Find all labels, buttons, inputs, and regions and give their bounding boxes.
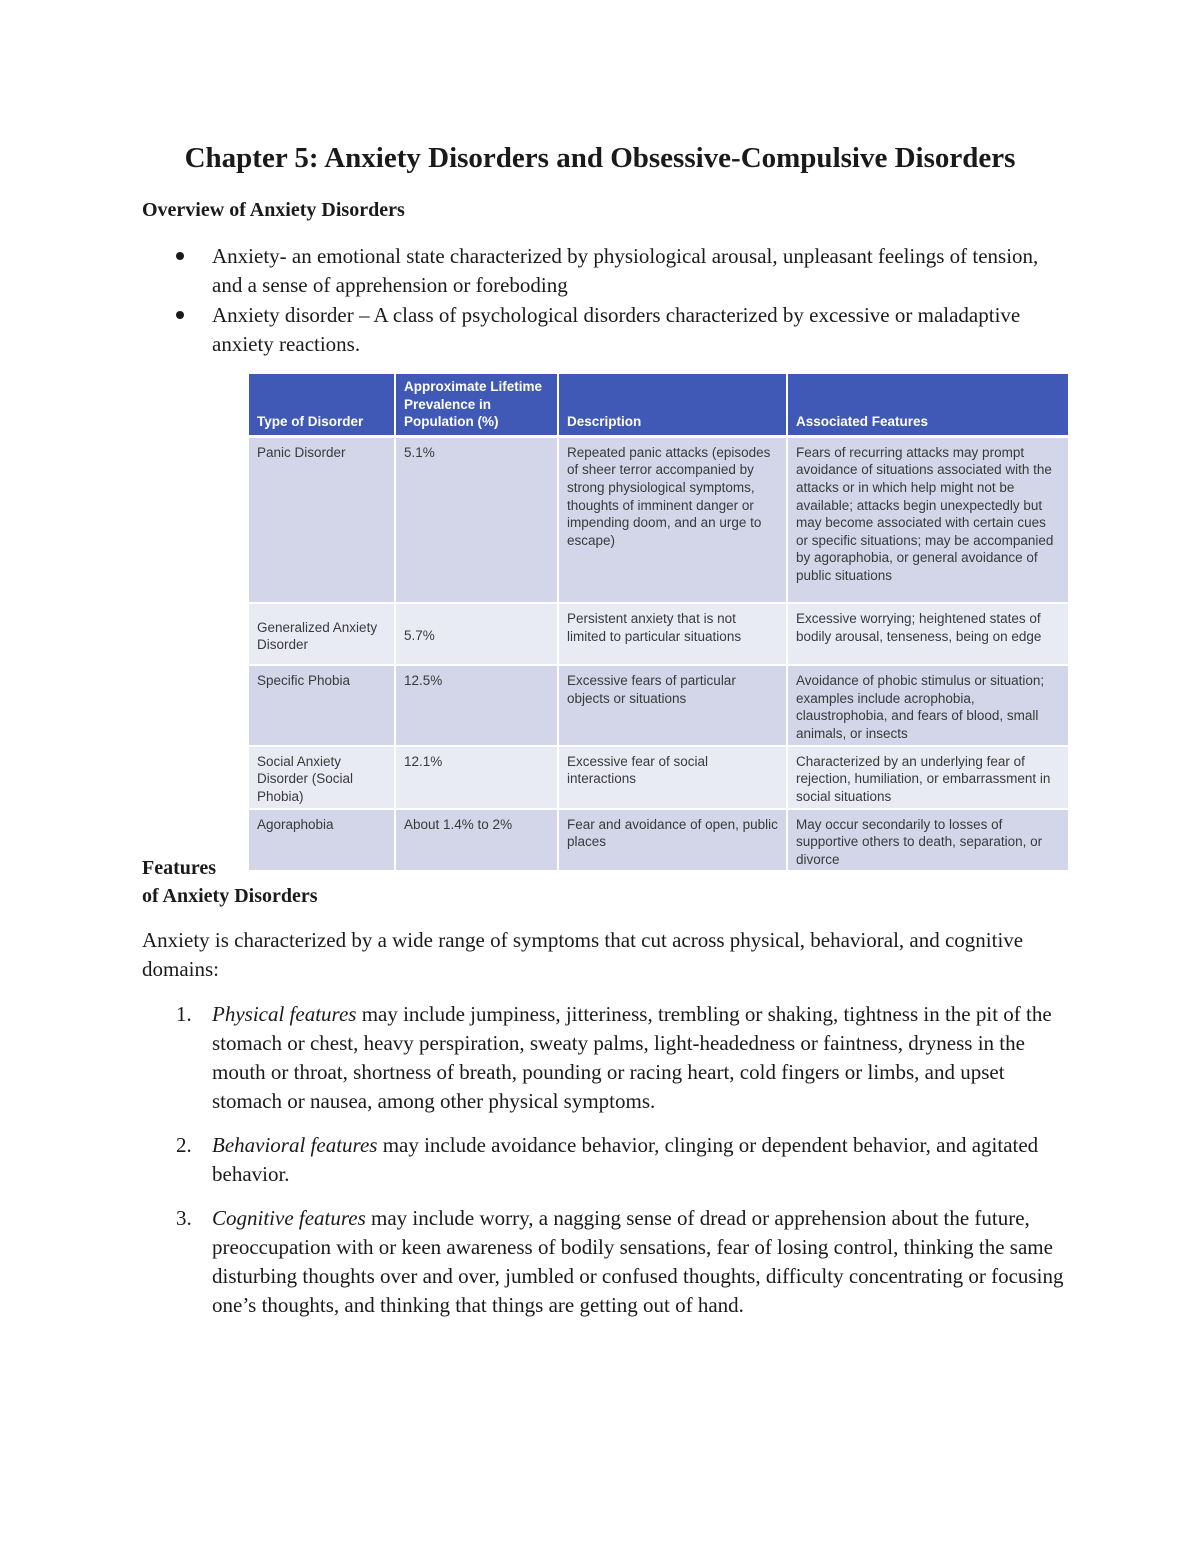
features-heading-line1: Features [142,857,217,879]
features-list [142,1000,1072,1335]
table-row [249,746,1068,809]
list-number: 3. [176,1206,192,1230]
header-type: Type of Disorder [249,374,395,436]
cell-prevalence: 5.1% [395,436,558,603]
table-row [249,603,1068,665]
cell-features: Fears of recurring attacks may prompt avoidance of situations associated with the attacks or in which help might not be available; attacks begin unexpectedly but may become associated with certain cues or specific situations; may be accompanied by agoraphobia, or general avoidance of public situations [787,436,1068,603]
header-features: Associated Features [787,374,1068,436]
cell-features: Excessive worrying; heightened states of bodily arousal, tenseness, being on edge [787,603,1068,665]
list-item [142,1204,1072,1320]
cell-prevalence: 12.1% [395,746,558,809]
cell-type: Generalized Anxiety Disorder [249,603,395,665]
cell-description: Excessive fear of social interactions [558,746,787,809]
cell-type: Panic Disorder [249,436,395,603]
cell-features: Characterized by an underlying fear of rejection, humiliation, or embarrassment in social situations [787,746,1068,809]
cell-prevalence: About 1.4% to 2% [395,809,558,872]
features-heading-line2: of Anxiety Disorders [142,885,318,907]
feature-text: may include avoidance behavior, clinging or dependent behavior, and agitated behavior. [212,1133,1039,1186]
table-header-row [249,374,1068,436]
cell-prevalence: 5.7% [395,603,558,665]
header-prevalence: Approximate Lifetime Prevalence in Population (%) [395,374,558,436]
features-heading [142,854,318,910]
feature-term: Cognitive features [212,1206,366,1230]
list-item [142,1131,1072,1189]
definition-list [142,242,1067,360]
cell-description: Repeated panic attacks (episodes of sheer terror accompanied by strong physiological symptoms, thoughts of imminent danger or impending doom, and an urge to escape) [558,436,787,603]
cell-features: May occur secondarily to losses of supportive others to death, separation, or divorce [787,809,1068,872]
table-row [249,809,1068,872]
feature-text: may include jumpiness, jitteriness, trembling or shaking, tightness in the pit of the stomach or chest, heavy perspiration, sweaty palms, light-headedness or faintness, dryness in the mouth or throat, shortness of breath, pounding or racing heart, cold fingers or limbs, and upset stomach or nausea, among other physical symptoms. [212,1002,1052,1113]
cell-prevalence: 12.5% [395,665,558,745]
intro-paragraph: Anxiety is characterized by a wide range of symptoms that cut across physical, behavioral, and cognitive domains: [142,928,1024,981]
overview-heading: Overview of Anxiety Disorders [142,199,405,221]
list-item [142,1000,1072,1116]
definition-item: Anxiety- an emotional state characterized by physiological arousal, unpleasant feelings of tension, and a sense of apprehension or foreboding [142,242,1067,300]
feature-text: may include worry, a nagging sense of dread or apprehension about the future, preoccupation with or keen awareness of bodily sensations, fear of losing control, thinking the same disturbing thoughts over and over, jumbled or confused thoughts, difficulty concentrating or focusing one’s thoughts, and thinking that things are getting out of hand. [212,1206,1064,1317]
cell-description: Persistent anxiety that is not limited to particular situations [558,603,787,665]
list-number: 1. [176,1002,192,1026]
feature-term: Behavioral features [212,1133,378,1157]
feature-term: Physical features [212,1002,357,1026]
cell-type: Social Anxiety Disorder (Social Phobia) [249,746,395,809]
cell-description: Fear and avoidance of open, public places [558,809,787,872]
table-row [249,665,1068,745]
page-title: Chapter 5: Anxiety Disorders and Obsessive-Compulsive Disorders [184,142,1016,174]
cell-type: Agoraphobia [249,809,395,872]
cell-features: Avoidance of phobic stimulus or situation; examples include acrophobia, claustrophobia, and fears of blood, small animals, or insects [787,665,1068,745]
list-number: 2. [176,1133,192,1157]
table-row [249,436,1068,603]
header-description: Description [558,374,787,436]
definition-item: Anxiety disorder – A class of psychological disorders characterized by excessive or maladaptive anxiety reactions. [142,301,1067,359]
cell-type: Specific Phobia [249,665,395,745]
cell-description: Excessive fears of particular objects or situations [558,665,787,745]
anxiety-disorders-table [249,374,1068,872]
